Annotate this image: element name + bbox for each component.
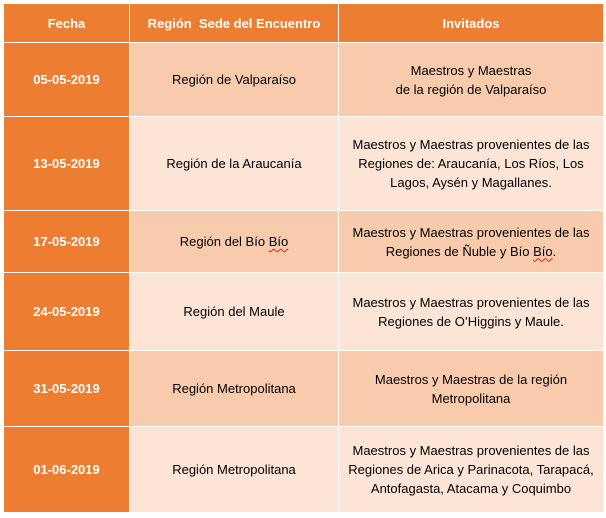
row-date: 13-05-2019	[4, 117, 130, 211]
row-date: 31-05-2019	[4, 351, 130, 427]
row-invitados: Maestros y Maestras provenientes de las Regiones de Arica y Parinacota, Tarapacá, Antofagasta, Atacama y Coquimbo	[339, 427, 604, 513]
table-row	[4, 117, 604, 211]
header-row	[4, 4, 604, 43]
table-header	[4, 4, 604, 43]
table-row	[4, 273, 604, 351]
table-row	[4, 351, 604, 427]
row-date: 24-05-2019	[4, 273, 130, 351]
row-invitados: Maestros y Maestras provenientes de las Regiones de O’Higgins y Maule.	[339, 273, 604, 351]
invitados-text-end: .	[552, 243, 557, 259]
row-date: 17-05-2019	[4, 211, 130, 273]
row-invitados	[339, 211, 604, 273]
header-region: Región Sede del Encuentro	[130, 4, 339, 43]
row-invitados: Maestros y Maestras provenientes de las Regiones de: Araucanía, Los Ríos, Los Lagos, Aysén y Magallanes.	[339, 117, 604, 211]
row-date: 05-05-2019	[4, 43, 130, 117]
spellcheck-marked-word: Bío	[533, 243, 553, 259]
row-region: Región Metropolitana	[130, 351, 339, 427]
invitados-text: Maestros y Maestras provenientes de las Regiones de Ñuble y Bío	[352, 224, 590, 259]
row-region: Región del Maule	[130, 273, 339, 351]
invitados-text: Maestros y Maestras de la región de Valparaíso	[395, 62, 547, 97]
schedule-table	[3, 3, 604, 513]
row-region	[130, 211, 339, 273]
table-row	[4, 427, 604, 513]
table-row	[4, 43, 604, 117]
spellcheck-marked-word: Bío	[268, 234, 289, 249]
table-row	[4, 211, 604, 273]
table-body	[4, 43, 604, 513]
row-region: Región de la Araucanía	[130, 117, 339, 211]
header-invitados: Invitados	[339, 4, 604, 43]
row-date: 01-06-2019	[4, 427, 130, 513]
row-invitados	[339, 43, 604, 117]
row-invitados: Maestros y Maestras de la región Metropolitana	[339, 351, 604, 427]
row-region: Región de Valparaíso	[130, 43, 339, 117]
region-text: Región del Bío	[179, 234, 269, 249]
header-fecha: Fecha	[4, 4, 130, 43]
row-region: Región Metropolitana	[130, 427, 339, 513]
